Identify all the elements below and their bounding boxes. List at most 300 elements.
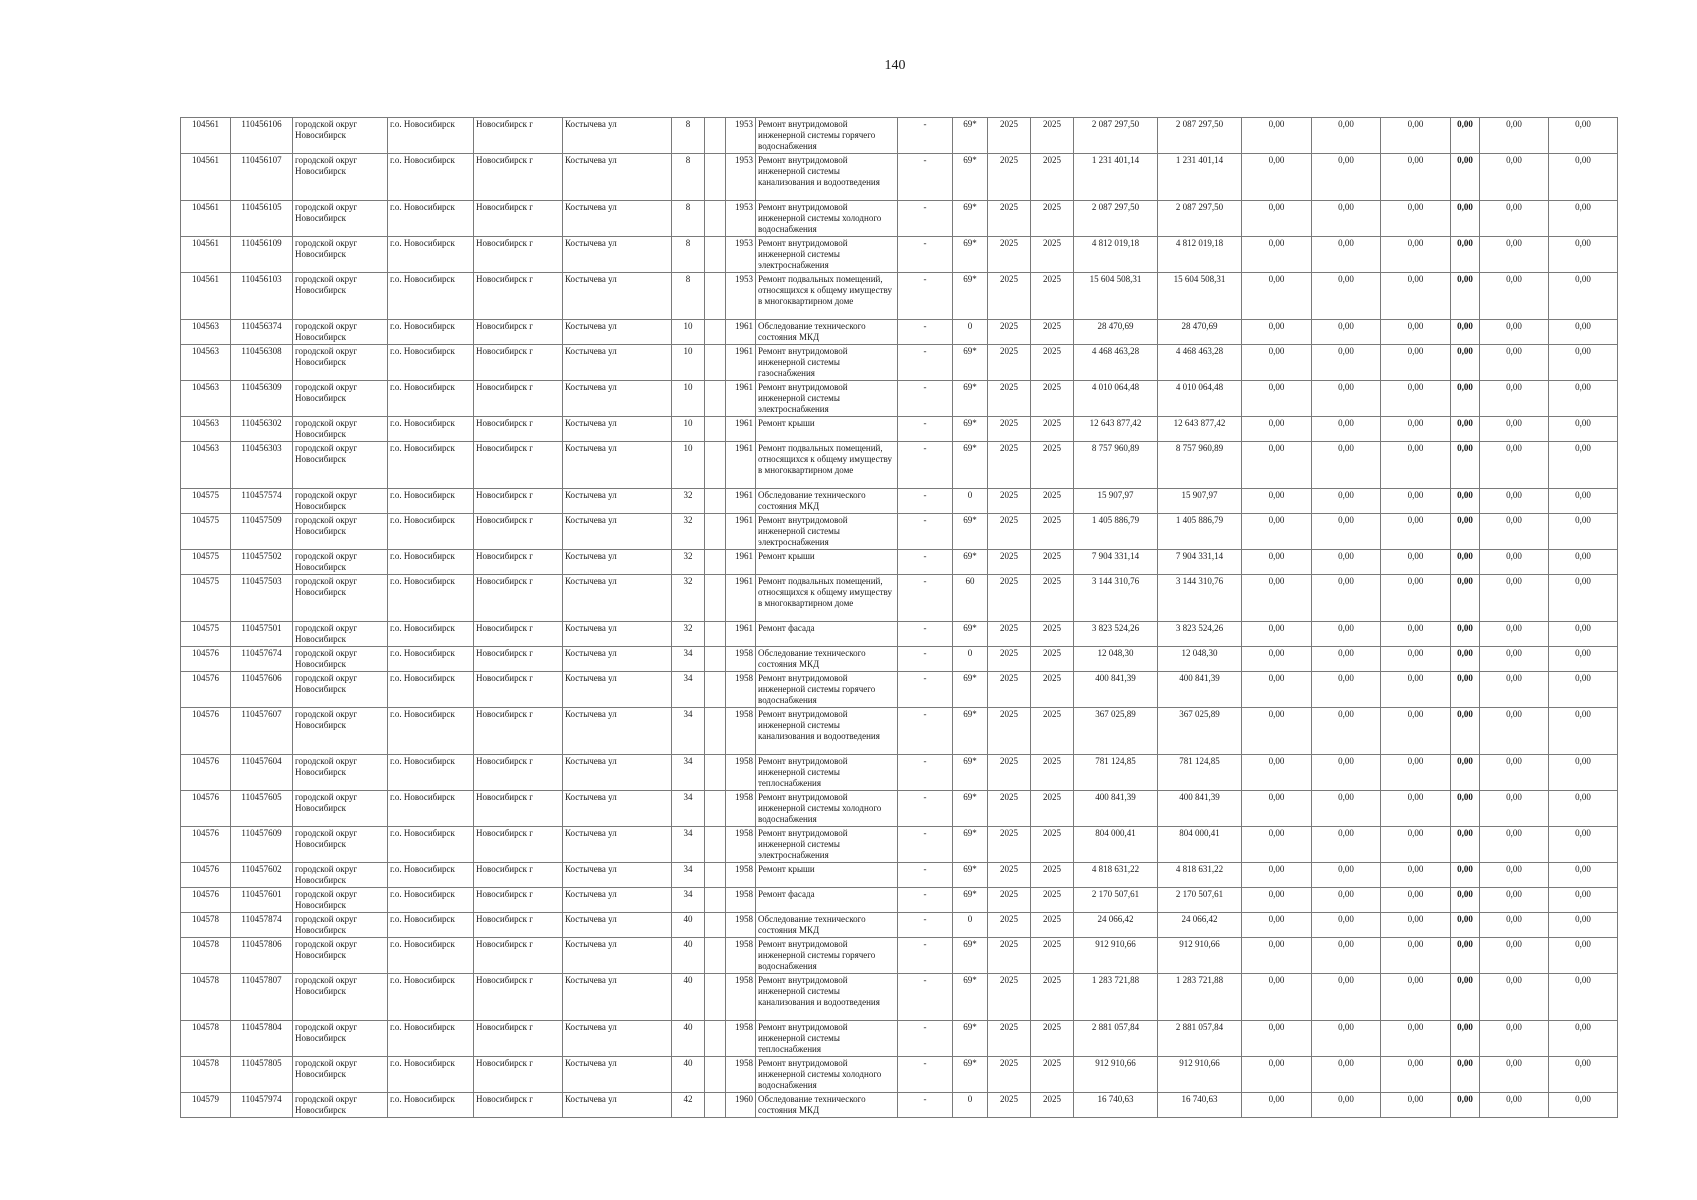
cell-cost-owners-funds: 16 740,63 xyxy=(1158,1093,1242,1118)
cell-cost-other-flag: 0,00 xyxy=(1451,489,1480,514)
cell-wear-percent: 69* xyxy=(953,442,988,489)
cell-house-id: 104575 xyxy=(181,489,231,514)
cell-house-id: 104563 xyxy=(181,345,231,381)
cell-cost-local: 0,00 xyxy=(1381,888,1451,913)
cell-planned-completion: - xyxy=(898,320,953,345)
cell-work-id: 110457609 xyxy=(231,827,293,863)
cell-locality: Новосибирск г xyxy=(474,118,563,154)
cell-cost-other-flag: 0,00 xyxy=(1451,647,1480,672)
cell-municipal-unit: г.о. Новосибирск xyxy=(388,118,474,154)
cell-cost-other: 0,00 xyxy=(1480,827,1549,863)
cell-house-id: 104563 xyxy=(181,381,231,417)
cell-cost-other-flag: 0,00 xyxy=(1451,1021,1480,1057)
cell-municipal-unit: г.о. Новосибирск xyxy=(388,863,474,888)
cell-cost-federal: 0,00 xyxy=(1242,791,1312,827)
cell-locality: Новосибирск г xyxy=(474,672,563,708)
cell-building xyxy=(705,672,726,708)
cell-total-cost: 781 124,85 xyxy=(1074,755,1158,791)
cell-house-number: 40 xyxy=(672,1021,705,1057)
cell-municipal-district: городской округ Новосибирск xyxy=(293,755,388,791)
cell-locality: Новосибирск г xyxy=(474,273,563,320)
cell-building xyxy=(705,118,726,154)
cell-cost-owners-funds: 2 170 507,61 xyxy=(1158,888,1242,913)
cell-work-id: 110457605 xyxy=(231,791,293,827)
cell-cost-owners-funds: 8 757 960,89 xyxy=(1158,442,1242,489)
cell-plan-start-year: 2025 xyxy=(988,514,1031,550)
cell-plan-end-year: 2025 xyxy=(1031,863,1074,888)
cell-total-cost: 3 144 310,76 xyxy=(1074,575,1158,622)
cell-municipal-district: городской округ Новосибирск xyxy=(293,827,388,863)
cell-street: Костычева ул xyxy=(563,827,672,863)
cell-cost-other: 0,00 xyxy=(1480,647,1549,672)
cell-cost-local: 0,00 xyxy=(1381,154,1451,201)
capital-repair-register-table xyxy=(180,117,1618,1118)
cell-cost-federal: 0,00 xyxy=(1242,647,1312,672)
cell-cost-owners-funds: 4 812 019,18 xyxy=(1158,237,1242,273)
cell-cost-regional: 0,00 xyxy=(1312,938,1381,974)
cell-municipal-unit: г.о. Новосибирск xyxy=(388,201,474,237)
cell-municipal-unit: г.о. Новосибирск xyxy=(388,672,474,708)
cell-cost-federal: 0,00 xyxy=(1242,381,1312,417)
cell-build-year: 1961 xyxy=(726,320,756,345)
cell-work-type: Ремонт внутридомовой инженерной системы теплоснабжения xyxy=(756,1021,898,1057)
cell-work-id: 110456309 xyxy=(231,381,293,417)
cell-plan-end-year: 2025 xyxy=(1031,201,1074,237)
cell-cost-local: 0,00 xyxy=(1381,345,1451,381)
cell-plan-end-year: 2025 xyxy=(1031,550,1074,575)
cell-cost-federal: 0,00 xyxy=(1242,1021,1312,1057)
cell-plan-end-year: 2025 xyxy=(1031,974,1074,1021)
cell-building xyxy=(705,417,726,442)
cell-cost-federal: 0,00 xyxy=(1242,345,1312,381)
cell-cost-regional: 0,00 xyxy=(1312,888,1381,913)
cell-cost-regional: 0,00 xyxy=(1312,201,1381,237)
cell-work-id: 110456303 xyxy=(231,442,293,489)
cell-cost-local: 0,00 xyxy=(1381,201,1451,237)
table-row xyxy=(181,417,1618,442)
cell-house-number: 8 xyxy=(672,273,705,320)
cell-cost-other: 0,00 xyxy=(1480,489,1549,514)
cell-cost-reserve: 0,00 xyxy=(1549,913,1618,938)
table-row xyxy=(181,708,1618,755)
table-row xyxy=(181,863,1618,888)
cell-wear-percent: 69* xyxy=(953,863,988,888)
cell-planned-completion: - xyxy=(898,938,953,974)
cell-work-id: 110457574 xyxy=(231,489,293,514)
cell-locality: Новосибирск г xyxy=(474,154,563,201)
cell-cost-regional: 0,00 xyxy=(1312,974,1381,1021)
cell-cost-other: 0,00 xyxy=(1480,201,1549,237)
page-number: 140 xyxy=(884,58,906,73)
cell-plan-end-year: 2025 xyxy=(1031,708,1074,755)
cell-house-number: 34 xyxy=(672,672,705,708)
cell-street: Костычева ул xyxy=(563,1057,672,1093)
cell-house-id: 104563 xyxy=(181,442,231,489)
cell-municipal-district: городской округ Новосибирск xyxy=(293,974,388,1021)
cell-wear-percent: 69* xyxy=(953,827,988,863)
cell-locality: Новосибирск г xyxy=(474,1021,563,1057)
cell-building xyxy=(705,201,726,237)
cell-work-id: 110456103 xyxy=(231,273,293,320)
cell-plan-start-year: 2025 xyxy=(988,708,1031,755)
cell-work-type: Обследование технического состояния МКД xyxy=(756,320,898,345)
cell-house-id: 104561 xyxy=(181,118,231,154)
cell-work-type: Ремонт внутридомовой инженерной системы электроснабжения xyxy=(756,827,898,863)
cell-cost-reserve: 0,00 xyxy=(1549,489,1618,514)
cell-locality: Новосибирск г xyxy=(474,201,563,237)
cell-municipal-unit: г.о. Новосибирск xyxy=(388,974,474,1021)
cell-municipal-district: городской округ Новосибирск xyxy=(293,345,388,381)
cell-work-type: Ремонт крыши xyxy=(756,417,898,442)
cell-building xyxy=(705,1021,726,1057)
table-row xyxy=(181,320,1618,345)
table-row xyxy=(181,974,1618,1021)
cell-total-cost: 16 740,63 xyxy=(1074,1093,1158,1118)
cell-plan-start-year: 2025 xyxy=(988,154,1031,201)
cell-cost-other: 0,00 xyxy=(1480,888,1549,913)
cell-house-id: 104576 xyxy=(181,755,231,791)
cell-street: Костычева ул xyxy=(563,913,672,938)
cell-street: Костычева ул xyxy=(563,237,672,273)
cell-municipal-district: городской округ Новосибирск xyxy=(293,863,388,888)
cell-house-id: 104561 xyxy=(181,201,231,237)
cell-building xyxy=(705,1057,726,1093)
cell-municipal-district: городской округ Новосибирск xyxy=(293,1021,388,1057)
table-row xyxy=(181,1093,1618,1118)
cell-house-number: 10 xyxy=(672,345,705,381)
cell-cost-owners-funds: 781 124,85 xyxy=(1158,755,1242,791)
cell-plan-end-year: 2025 xyxy=(1031,913,1074,938)
cell-total-cost: 24 066,42 xyxy=(1074,913,1158,938)
cell-cost-other-flag: 0,00 xyxy=(1451,417,1480,442)
cell-cost-other: 0,00 xyxy=(1480,550,1549,575)
cell-total-cost: 2 170 507,61 xyxy=(1074,888,1158,913)
cell-cost-other-flag: 0,00 xyxy=(1451,320,1480,345)
cell-house-id: 104576 xyxy=(181,791,231,827)
table-row xyxy=(181,345,1618,381)
cell-total-cost: 400 841,39 xyxy=(1074,791,1158,827)
cell-cost-other: 0,00 xyxy=(1480,863,1549,888)
table-row xyxy=(181,791,1618,827)
cell-municipal-district: городской округ Новосибирск xyxy=(293,489,388,514)
cell-build-year: 1961 xyxy=(726,575,756,622)
cell-street: Костычева ул xyxy=(563,672,672,708)
cell-plan-end-year: 2025 xyxy=(1031,755,1074,791)
cell-plan-end-year: 2025 xyxy=(1031,489,1074,514)
cell-plan-end-year: 2025 xyxy=(1031,154,1074,201)
cell-work-id: 110457807 xyxy=(231,974,293,1021)
cell-wear-percent: 69* xyxy=(953,273,988,320)
cell-cost-other-flag: 0,00 xyxy=(1451,201,1480,237)
cell-street: Костычева ул xyxy=(563,647,672,672)
cell-plan-end-year: 2025 xyxy=(1031,442,1074,489)
cell-work-type: Обследование технического состояния МКД xyxy=(756,489,898,514)
cell-cost-local: 0,00 xyxy=(1381,1093,1451,1118)
cell-house-id: 104578 xyxy=(181,1021,231,1057)
cell-total-cost: 15 907,97 xyxy=(1074,489,1158,514)
cell-cost-local: 0,00 xyxy=(1381,118,1451,154)
cell-locality: Новосибирск г xyxy=(474,755,563,791)
cell-work-type: Ремонт внутридомовой инженерной системы горячего водоснабжения xyxy=(756,938,898,974)
cell-cost-other-flag: 0,00 xyxy=(1451,575,1480,622)
cell-cost-other: 0,00 xyxy=(1480,575,1549,622)
cell-municipal-district: городской округ Новосибирск xyxy=(293,938,388,974)
cell-house-id: 104561 xyxy=(181,273,231,320)
cell-building xyxy=(705,791,726,827)
cell-cost-regional: 0,00 xyxy=(1312,913,1381,938)
cell-cost-owners-funds: 4 010 064,48 xyxy=(1158,381,1242,417)
cell-street: Костычева ул xyxy=(563,442,672,489)
cell-cost-owners-funds: 12 048,30 xyxy=(1158,647,1242,672)
cell-work-id: 110457501 xyxy=(231,622,293,647)
cell-plan-start-year: 2025 xyxy=(988,672,1031,708)
cell-cost-reserve: 0,00 xyxy=(1549,320,1618,345)
cell-total-cost: 1 283 721,88 xyxy=(1074,974,1158,1021)
cell-municipal-unit: г.о. Новосибирск xyxy=(388,320,474,345)
cell-plan-start-year: 2025 xyxy=(988,273,1031,320)
cell-wear-percent: 0 xyxy=(953,647,988,672)
cell-locality: Новосибирск г xyxy=(474,791,563,827)
cell-cost-regional: 0,00 xyxy=(1312,320,1381,345)
cell-work-type: Ремонт подвальных помещений, относящихся к общему имуществу в многоквартирном доме xyxy=(756,442,898,489)
cell-build-year: 1958 xyxy=(726,672,756,708)
cell-building xyxy=(705,514,726,550)
cell-house-number: 10 xyxy=(672,320,705,345)
cell-plan-end-year: 2025 xyxy=(1031,1093,1074,1118)
cell-cost-owners-funds: 2 881 057,84 xyxy=(1158,1021,1242,1057)
cell-cost-reserve: 0,00 xyxy=(1549,237,1618,273)
cell-cost-local: 0,00 xyxy=(1381,647,1451,672)
cell-street: Костычева ул xyxy=(563,345,672,381)
cell-cost-owners-funds: 24 066,42 xyxy=(1158,913,1242,938)
cell-cost-other-flag: 0,00 xyxy=(1451,345,1480,381)
cell-build-year: 1958 xyxy=(726,888,756,913)
cell-municipal-unit: г.о. Новосибирск xyxy=(388,237,474,273)
cell-house-number: 40 xyxy=(672,974,705,1021)
cell-cost-reserve: 0,00 xyxy=(1549,1021,1618,1057)
cell-wear-percent: 69* xyxy=(953,514,988,550)
cell-build-year: 1958 xyxy=(726,1021,756,1057)
cell-cost-owners-funds: 15 604 508,31 xyxy=(1158,273,1242,320)
cell-building xyxy=(705,888,726,913)
cell-municipal-district: городской округ Новосибирск xyxy=(293,622,388,647)
cell-work-type: Ремонт внутридомовой инженерной системы теплоснабжения xyxy=(756,755,898,791)
table-row xyxy=(181,827,1618,863)
cell-street: Костычева ул xyxy=(563,622,672,647)
cell-locality: Новосибирск г xyxy=(474,913,563,938)
cell-planned-completion: - xyxy=(898,575,953,622)
cell-wear-percent: 60 xyxy=(953,575,988,622)
cell-cost-other-flag: 0,00 xyxy=(1451,913,1480,938)
cell-municipal-unit: г.о. Новосибирск xyxy=(388,575,474,622)
cell-cost-reserve: 0,00 xyxy=(1549,1057,1618,1093)
cell-cost-reserve: 0,00 xyxy=(1549,1093,1618,1118)
cell-cost-local: 0,00 xyxy=(1381,575,1451,622)
cell-wear-percent: 0 xyxy=(953,489,988,514)
cell-planned-completion: - xyxy=(898,1093,953,1118)
cell-build-year: 1958 xyxy=(726,791,756,827)
cell-street: Костычева ул xyxy=(563,417,672,442)
table-row xyxy=(181,575,1618,622)
cell-house-number: 8 xyxy=(672,237,705,273)
cell-locality: Новосибирск г xyxy=(474,550,563,575)
cell-building xyxy=(705,622,726,647)
cell-plan-start-year: 2025 xyxy=(988,827,1031,863)
cell-cost-owners-funds: 400 841,39 xyxy=(1158,791,1242,827)
cell-work-type: Ремонт подвальных помещений, относящихся к общему имуществу в многоквартирном доме xyxy=(756,273,898,320)
cell-cost-owners-funds: 2 087 297,50 xyxy=(1158,201,1242,237)
cell-cost-federal: 0,00 xyxy=(1242,913,1312,938)
cell-house-id: 104561 xyxy=(181,154,231,201)
cell-work-id: 110456308 xyxy=(231,345,293,381)
cell-total-cost: 912 910,66 xyxy=(1074,938,1158,974)
cell-cost-owners-funds: 3 144 310,76 xyxy=(1158,575,1242,622)
cell-work-type: Ремонт внутридомовой инженерной системы электроснабжения xyxy=(756,514,898,550)
cell-locality: Новосибирск г xyxy=(474,863,563,888)
cell-wear-percent: 69* xyxy=(953,888,988,913)
cell-street: Костычева ул xyxy=(563,1021,672,1057)
cell-plan-start-year: 2025 xyxy=(988,320,1031,345)
cell-build-year: 1953 xyxy=(726,273,756,320)
cell-work-id: 110457804 xyxy=(231,1021,293,1057)
cell-cost-regional: 0,00 xyxy=(1312,489,1381,514)
cell-cost-reserve: 0,00 xyxy=(1549,974,1618,1021)
cell-building xyxy=(705,708,726,755)
cell-municipal-unit: г.о. Новосибирск xyxy=(388,791,474,827)
cell-work-type: Ремонт фасада xyxy=(756,888,898,913)
cell-cost-owners-funds: 4 818 631,22 xyxy=(1158,863,1242,888)
cell-wear-percent: 69* xyxy=(953,1021,988,1057)
cell-work-id: 110457606 xyxy=(231,672,293,708)
cell-cost-owners-funds: 1 283 721,88 xyxy=(1158,974,1242,1021)
cell-work-type: Ремонт подвальных помещений, относящихся к общему имуществу в многоквартирном доме xyxy=(756,575,898,622)
cell-house-id: 104578 xyxy=(181,938,231,974)
cell-cost-local: 0,00 xyxy=(1381,672,1451,708)
cell-municipal-unit: г.о. Новосибирск xyxy=(388,888,474,913)
cell-cost-owners-funds: 400 841,39 xyxy=(1158,672,1242,708)
cell-cost-regional: 0,00 xyxy=(1312,442,1381,489)
cell-work-type: Ремонт фасада xyxy=(756,622,898,647)
cell-house-id: 104576 xyxy=(181,888,231,913)
cell-cost-owners-funds: 4 468 463,28 xyxy=(1158,345,1242,381)
cell-planned-completion: - xyxy=(898,154,953,201)
cell-locality: Новосибирск г xyxy=(474,575,563,622)
cell-total-cost: 1 231 401,14 xyxy=(1074,154,1158,201)
cell-cost-regional: 0,00 xyxy=(1312,118,1381,154)
cell-cost-local: 0,00 xyxy=(1381,320,1451,345)
cell-cost-owners-funds: 2 087 297,50 xyxy=(1158,118,1242,154)
cell-street: Костычева ул xyxy=(563,201,672,237)
cell-cost-regional: 0,00 xyxy=(1312,1021,1381,1057)
cell-municipal-district: городской округ Новосибирск xyxy=(293,647,388,672)
cell-planned-completion: - xyxy=(898,647,953,672)
cell-planned-completion: - xyxy=(898,489,953,514)
cell-street: Костычева ул xyxy=(563,863,672,888)
cell-municipal-unit: г.о. Новосибирск xyxy=(388,755,474,791)
cell-cost-reserve: 0,00 xyxy=(1549,442,1618,489)
cell-wear-percent: 69* xyxy=(953,1057,988,1093)
cell-street: Костычева ул xyxy=(563,1093,672,1118)
cell-municipal-district: городской округ Новосибирск xyxy=(293,273,388,320)
cell-cost-federal: 0,00 xyxy=(1242,708,1312,755)
cell-house-number: 32 xyxy=(672,550,705,575)
cell-cost-reserve: 0,00 xyxy=(1549,622,1618,647)
cell-wear-percent: 0 xyxy=(953,913,988,938)
cell-house-id: 104579 xyxy=(181,1093,231,1118)
cell-build-year: 1961 xyxy=(726,622,756,647)
cell-house-number: 34 xyxy=(672,791,705,827)
cell-house-number: 34 xyxy=(672,888,705,913)
cell-locality: Новосибирск г xyxy=(474,708,563,755)
cell-cost-owners-funds: 804 000,41 xyxy=(1158,827,1242,863)
cell-municipal-unit: г.о. Новосибирск xyxy=(388,345,474,381)
cell-work-id: 110457874 xyxy=(231,913,293,938)
cell-cost-regional: 0,00 xyxy=(1312,345,1381,381)
cell-building xyxy=(705,345,726,381)
cell-plan-end-year: 2025 xyxy=(1031,417,1074,442)
cell-municipal-district: городской округ Новосибирск xyxy=(293,672,388,708)
cell-cost-regional: 0,00 xyxy=(1312,672,1381,708)
cell-locality: Новосибирск г xyxy=(474,417,563,442)
cell-work-type: Ремонт внутридомовой инженерной системы канализования и водоотведения xyxy=(756,974,898,1021)
cell-cost-reserve: 0,00 xyxy=(1549,118,1618,154)
table-row xyxy=(181,550,1618,575)
cell-cost-regional: 0,00 xyxy=(1312,237,1381,273)
cell-street: Костычева ул xyxy=(563,755,672,791)
cell-plan-end-year: 2025 xyxy=(1031,320,1074,345)
cell-municipal-unit: г.о. Новосибирск xyxy=(388,1021,474,1057)
cell-cost-other: 0,00 xyxy=(1480,755,1549,791)
cell-work-type: Ремонт крыши xyxy=(756,550,898,575)
cell-planned-completion: - xyxy=(898,345,953,381)
cell-municipal-district: городской округ Новосибирск xyxy=(293,1093,388,1118)
cell-cost-other: 0,00 xyxy=(1480,381,1549,417)
cell-plan-start-year: 2025 xyxy=(988,863,1031,888)
cell-house-number: 10 xyxy=(672,442,705,489)
cell-work-id: 110457602 xyxy=(231,863,293,888)
cell-municipal-district: городской округ Новосибирск xyxy=(293,550,388,575)
cell-cost-regional: 0,00 xyxy=(1312,273,1381,320)
cell-cost-federal: 0,00 xyxy=(1242,755,1312,791)
cell-work-id: 110457607 xyxy=(231,708,293,755)
cell-municipal-district: городской округ Новосибирск xyxy=(293,381,388,417)
cell-work-type: Ремонт внутридомовой инженерной системы холодного водоснабжения xyxy=(756,201,898,237)
cell-municipal-unit: г.о. Новосибирск xyxy=(388,154,474,201)
cell-build-year: 1958 xyxy=(726,938,756,974)
cell-locality: Новосибирск г xyxy=(474,622,563,647)
cell-wear-percent: 0 xyxy=(953,320,988,345)
cell-wear-percent: 69* xyxy=(953,974,988,1021)
cell-total-cost: 4 468 463,28 xyxy=(1074,345,1158,381)
cell-work-type: Ремонт внутридомовой инженерной системы канализования и водоотведения xyxy=(756,708,898,755)
cell-total-cost: 4 010 064,48 xyxy=(1074,381,1158,417)
cell-work-type: Обследование технического состояния МКД xyxy=(756,1093,898,1118)
cell-building xyxy=(705,1093,726,1118)
cell-cost-local: 0,00 xyxy=(1381,708,1451,755)
cell-cost-local: 0,00 xyxy=(1381,1057,1451,1093)
cell-cost-reserve: 0,00 xyxy=(1549,791,1618,827)
cell-municipal-district: городской округ Новосибирск xyxy=(293,320,388,345)
cell-plan-end-year: 2025 xyxy=(1031,381,1074,417)
cell-house-number: 32 xyxy=(672,489,705,514)
cell-cost-other: 0,00 xyxy=(1480,622,1549,647)
cell-street: Костычева ул xyxy=(563,791,672,827)
cell-plan-start-year: 2025 xyxy=(988,888,1031,913)
cell-wear-percent: 69* xyxy=(953,938,988,974)
cell-cost-other: 0,00 xyxy=(1480,320,1549,345)
cell-wear-percent: 69* xyxy=(953,622,988,647)
cell-cost-other-flag: 0,00 xyxy=(1451,938,1480,974)
